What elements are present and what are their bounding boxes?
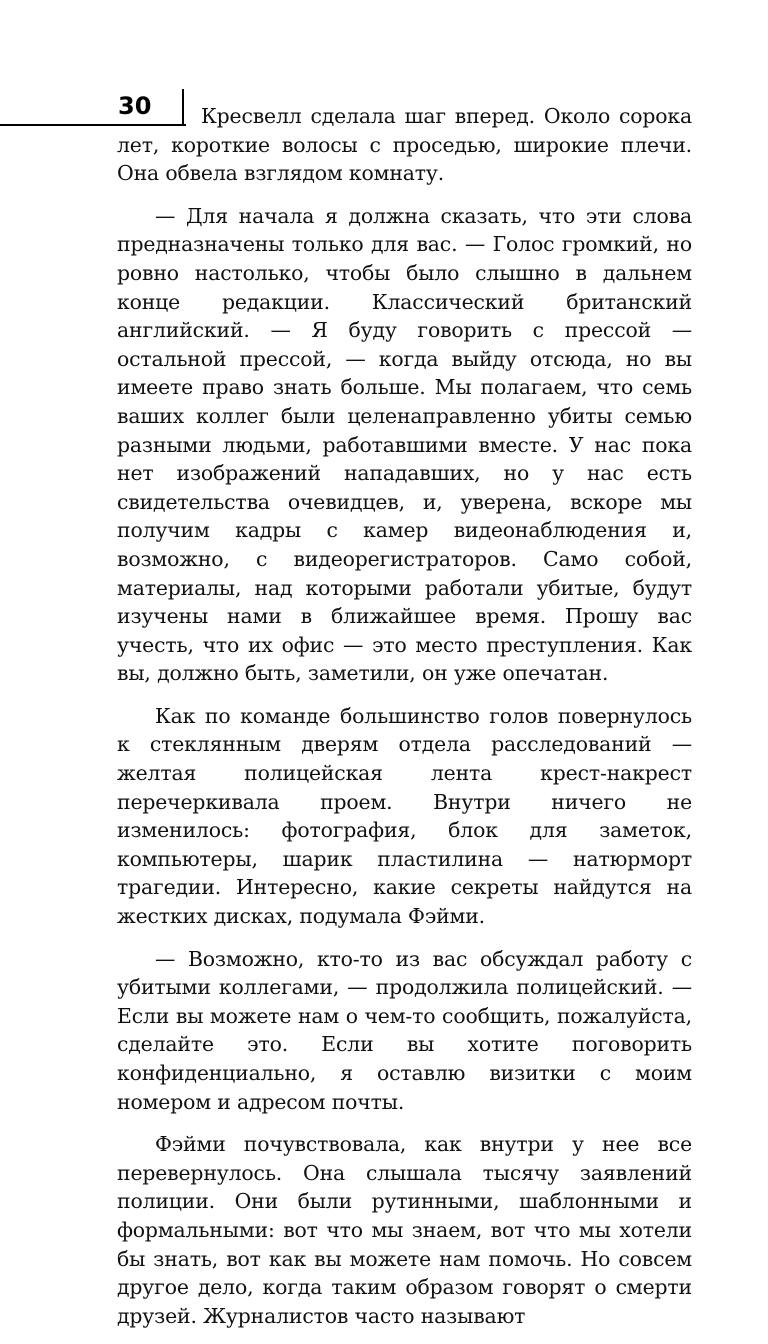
body-text	[117, 102, 692, 1344]
paragraph: Кресвелл сделала шаг вперед. Около сорока лет, короткие волосы с проседью, широкие плечи. Она обвела взглядом комнату.	[117, 104, 692, 186]
paragraph: Фэйми почувствовала, как внутри у нее все перевернулось. Она слышала тысячу заявлений полиции. Они были рутинными, шаблонными и формальными: вот что мы знаем, вот что мы хотели бы знать, вот как вы можете нам помочь. Но совсем другое дело, когда таким образом говорят о смерти друзей. Журналистов часто называют	[117, 1132, 692, 1328]
paragraph: Как по команде большинство голов повернулось к стеклянным дверям отдела расследований — желтая полицейская лента крест-накрест перечеркивала проем. Внутри ничего не изменилось: фотография, блок для заметок, компьютеры, шарик пластилина — натюрморт трагедии. Интересно, какие секреты найдутся на жестких дисках, подумала Фэйми.	[117, 703, 692, 929]
paragraph: — Возможно, кто-то из вас обсуждал работу с убитыми коллегами, — продолжила полицейский. — Если вы можете нам о чем-то сообщить, пожалуйста, сделайте это. Если вы хотите поговорить конфиденциально, я оставлю визитки с моим номером и адресом почты.	[117, 946, 692, 1114]
page-number: 30	[118, 92, 152, 120]
paragraph: — Для начала я должна сказать, что эти слова предназначены только для вас. — Голос громкий, но ровно настолько, чтобы было слышно в дальнем конце редакции. Классический британский английский. — Я буду говорить с прессой — остальной прессой, — когда выйду отсюда, но вы имеете право знать больше. Мы полагаем, что семь ваших коллег были целенаправленно убиты семью разными людьми, работавшими вместе. У нас пока нет изображений нападавших, но у нас есть свидетельства очевидцев, и, уверена, вскоре мы получим кадры с камер видеонаблюдения и, возможно, с видеорегистраторов. Само собой, материалы, над которыми работали убитые, будут изучены нами в ближайшее время. Прошу вас учесть, что их офис — это место преступления. Как вы, должно быть, заметили, он уже опечатан.	[117, 203, 692, 686]
